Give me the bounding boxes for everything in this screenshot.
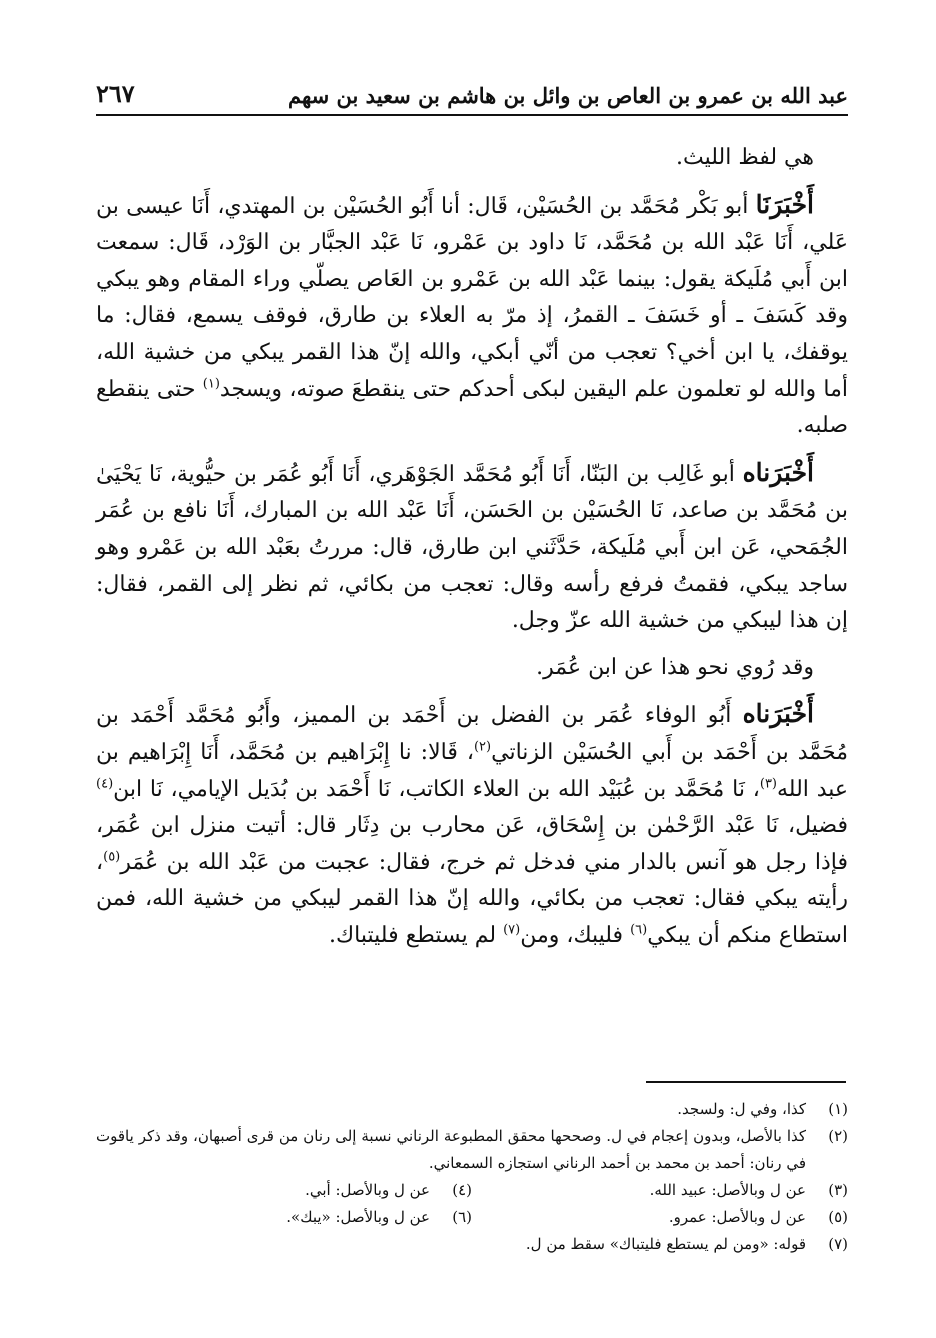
paragraph-5-text-1: أَبُو الوفاء عُمَر بن الفضل بن أَحْمَد بن المميز، وأَبُو مُحَمَّد أَحْمَد بن مُحَمَّد بن أَحْمَد بن أَبي الحُسَيْن الزناتي	[96, 703, 848, 765]
paragraph-1	[96, 140, 848, 177]
narration-lead-word: أَخْبَرَناه	[742, 457, 814, 487]
footnote-number: (١)	[828, 1100, 848, 1118]
paragraph-2-text: أبو بَكْر مُحَمَّد بن الحُسَيْن، قَال: أنا أَبُو الحُسَيْن بن المهتدي، أَنَا عيسى بن عَلي، أَنَا عَبْد الله بن مُحَمَّد، نَا داود بن عَمْرو، نَا عَبْد الجبَّار بن الوَرْد، قَال: سمعت ابن أَبي مُلَيكة يقول: بينما عَبْد الله بن عَمْرو بن العَاص يصلّي وراء المقام وهو يبكي وقد كَسَفَ ـ أو خَسَفَ ـ القمرُ، إذ مرّ به العلاء بن طارق، فوقف يسمع، فقال: ما يوقفك، يا ابن أخي؟ تعجب من أنّي أبكي، والله إنّ هذا القمر يبكي من خشية الله، أما والله لو تعلمون علم اليقين لبكى أحدكم حتى ينقطعَ صوته، ويسجد	[96, 193, 848, 402]
narration-lead-word: أَخْبَرَناه	[742, 699, 814, 729]
paragraph-4	[96, 650, 848, 687]
footnote-ref-5: (٥)	[103, 849, 121, 865]
footnote-text: عن ل وبالأصل: عبيد الله.	[649, 1181, 806, 1199]
page-header	[96, 70, 848, 116]
footnote-text: قوله: «ومن لم يستطع فليتباك» سقط من ل.	[525, 1235, 806, 1253]
paragraph-5-text-3: ، نَا مُحَمَّد بن عُبَيْد الله بن العلاء الكاتب، نَا أَحْمَد بن بُدَيل الإيامي، نَا ابن	[113, 776, 760, 802]
footnotes	[96, 1096, 848, 1258]
paragraph-5-text-6: فليبك، ومن	[520, 922, 631, 948]
paragraph-5-text-7: لم يستطع فليتباك.	[329, 922, 504, 948]
footnote-text: كذا، وفي ل: ولسجد.	[677, 1100, 806, 1118]
footnote-number: (٥)	[828, 1208, 848, 1226]
footnote-ref-1: (١)	[202, 376, 220, 392]
footnote-ref-3: (٣)	[759, 776, 777, 792]
footnote-3	[472, 1177, 848, 1204]
footnote-text: عن ل وبالأصل: عمرو.	[668, 1208, 806, 1226]
footnote-2	[96, 1123, 848, 1177]
paragraph-2	[96, 187, 848, 445]
footnote-ref-4: (٤)	[96, 776, 114, 792]
footnote-number: (٧)	[828, 1235, 848, 1253]
footnote-number: (٢)	[828, 1127, 848, 1145]
paragraph-5-text-2: ، قَالا: نا إِبْرَاهيم بن مُحَمَّد، أَنَا إِبْرَاهيم بن عبد الله	[96, 739, 849, 802]
paragraph-3	[96, 455, 848, 640]
footnote-number: (٦)	[452, 1208, 472, 1226]
running-title: عبد الله بن عمرو بن العاص بن وائل بن هاشم بن سعيد بن سهم	[287, 83, 848, 108]
paragraph-5	[96, 696, 848, 954]
paragraph-4-text: وقد رُوي نحو هذا عن ابن عُمَر.	[536, 654, 814, 680]
footnote-text: عن ل وبالأصل: أبي.	[305, 1181, 430, 1199]
footnote-7	[96, 1231, 848, 1258]
narration-lead-word: أَخْبَرَنَا	[755, 189, 814, 219]
footnote-4	[96, 1177, 472, 1204]
footnote-ref-2: (٢)	[473, 739, 492, 755]
footnote-text: كذا بالأصل، وبدون إعجام في ل. وصححها محقق المطبوعة الرناني نسبة إلى رنان من قرى أصبهان، وقد ذكر ياقوت في رنان: أحمد بن محمد بن أحمد الرناني استجازه السمعاني.	[96, 1127, 806, 1172]
footnote-ref-7: (٧)	[503, 922, 521, 938]
footnote-row-3-4	[96, 1177, 848, 1204]
paragraph-2-text-end: حتى ينقطع صلبه.	[96, 376, 848, 439]
footnote-ref-6: (٦)	[630, 922, 648, 938]
footnote-6	[96, 1204, 472, 1231]
paragraph-3-text: أبو غَالِب بن البَنّا، أَنَا أَبُو مُحَمَّد الجَوْهَري، أَنَا أَبُو عُمَر بن حيُّوية، نَا يَحْيَىٰ بن مُحَمَّد بن صاعد، نَا الحُسَيْن بن الحَسَن، أَنَا عَبْد الله بن المبارك، أَنَا نافع بن عُمَر الجُمَحي، عَن ابن أَبي مُلَيكة، حَدَّثَني ابن طارق، قال: مررتُ بعَبْد الله بن عَمْرو وهو ساجد يبكي، فقمتُ فرفع رأسه وقال: تعجب من بكائي، ثم نظر إلى القمر، فقال: إن هذا ليبكي من خشية الله عزّ وجل.	[96, 461, 848, 634]
footnote-number: (٤)	[452, 1181, 472, 1199]
footnote-number: (٣)	[828, 1181, 848, 1199]
paragraph-5-text-5: ، رأيته يبكي فقال: تعجب من بكائي، والله إنّ هذا القمر ليبكي من خشية الله، فمن استطاع منكم أن يبكي	[96, 849, 849, 948]
footnote-5	[472, 1204, 848, 1231]
paragraph-1-text: هي لفظ الليث.	[676, 145, 814, 170]
footnote-1	[96, 1096, 848, 1123]
paragraph-5-text-4: فضيل، نَا عَبْد الرَّحْمٰن بن إِسْحَاق، عَن محارب بن دِثَار قال: أتيت منزل ابن عُمَر، فإذا رجل هو آنس بالدار مني فدخل ثم خرج، فقال: عجبت من عَبْد الله بن عُمَر	[96, 813, 848, 875]
page-number: ٢٦٧	[96, 79, 135, 108]
main-text	[96, 140, 848, 954]
footnote-text: عن ل وبالأصل: «يبك».	[286, 1208, 430, 1226]
footnote-row-5-6	[96, 1204, 848, 1231]
footnote-divider	[646, 1081, 846, 1083]
